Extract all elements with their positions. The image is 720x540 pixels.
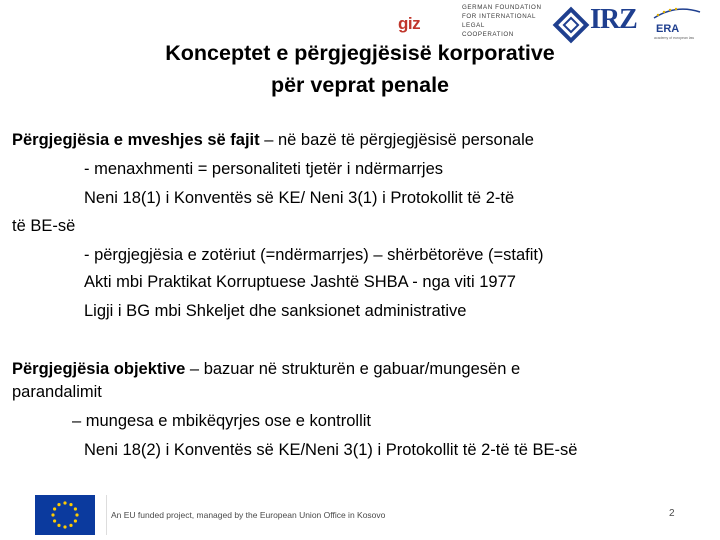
section1-item-5: Ligji i BG mbi Shkeljet dhe sanksionet administrative <box>84 302 467 320</box>
era-logo <box>646 4 704 44</box>
section2-item-2: Neni 18(2) i Konventës së KE/Neni 3(1) i Protokollit të 2-të të BE-së <box>84 441 578 459</box>
german-foundation-line-2: FOR INTERNATIONAL LEGAL <box>462 13 536 29</box>
slide-title-line-1: Konceptet e përgjegjësisë korporative <box>165 41 555 65</box>
section2-item-1: – mungesa e mbikëqyrjes ose e kontrollit <box>72 412 371 430</box>
section2-heading-rest: – bazuar në strukturën e gabuar/mungesën e <box>185 360 521 378</box>
era-logo-text: ERA <box>656 23 680 35</box>
section2-heading-bold: Përgjegjësia objektive <box>12 360 186 378</box>
slide-title <box>130 37 590 101</box>
footer-text: An EU funded project, managed by the European Union Office in Kosovo <box>111 510 386 520</box>
german-foundation-line-3: COOPERATION <box>462 31 514 38</box>
section1-item-2-wrap: të BE-së <box>12 217 76 235</box>
section2-heading <box>12 357 520 381</box>
page-number: 2 <box>669 508 675 519</box>
eu-flag-icon <box>35 495 95 535</box>
section1-heading-rest: – në bazë të përgjegjësisë personale <box>259 131 534 149</box>
irz-logo-text: IRZ <box>590 4 637 35</box>
section1-item-3: - përgjegjësia e zotëriut (=ndërmarrjes) – shërbëtorëve (=stafit) <box>84 246 544 264</box>
slide-title-line-2: për veprat penale <box>270 73 450 97</box>
giz-logo <box>398 12 456 38</box>
section1-item-2: Neni 18(1) i Konventës së KE/ Neni 3(1) i Protokollit të 2-të <box>84 189 515 207</box>
giz-logo-text: giz <box>398 14 421 33</box>
era-logo-subtext: academy of european law <box>654 36 695 40</box>
section1-item-1: - menaxhmenti = personaliteti tjetër i ndërmarrjes <box>84 160 444 178</box>
german-foundation-line-1: GERMAN FOUNDATION <box>462 4 542 11</box>
era-stars-icon <box>646 4 704 24</box>
section2-heading-wrap: parandalimit <box>12 383 102 401</box>
section1-heading <box>12 128 534 152</box>
section1-heading-bold: Përgjegjësia e mveshjes së fajit <box>12 131 260 149</box>
german-foundation-logo <box>462 3 547 39</box>
section1-item-4: Akti mbi Praktikat Korruptuese Jashtë SHBA - nga viti 1977 <box>84 273 516 291</box>
